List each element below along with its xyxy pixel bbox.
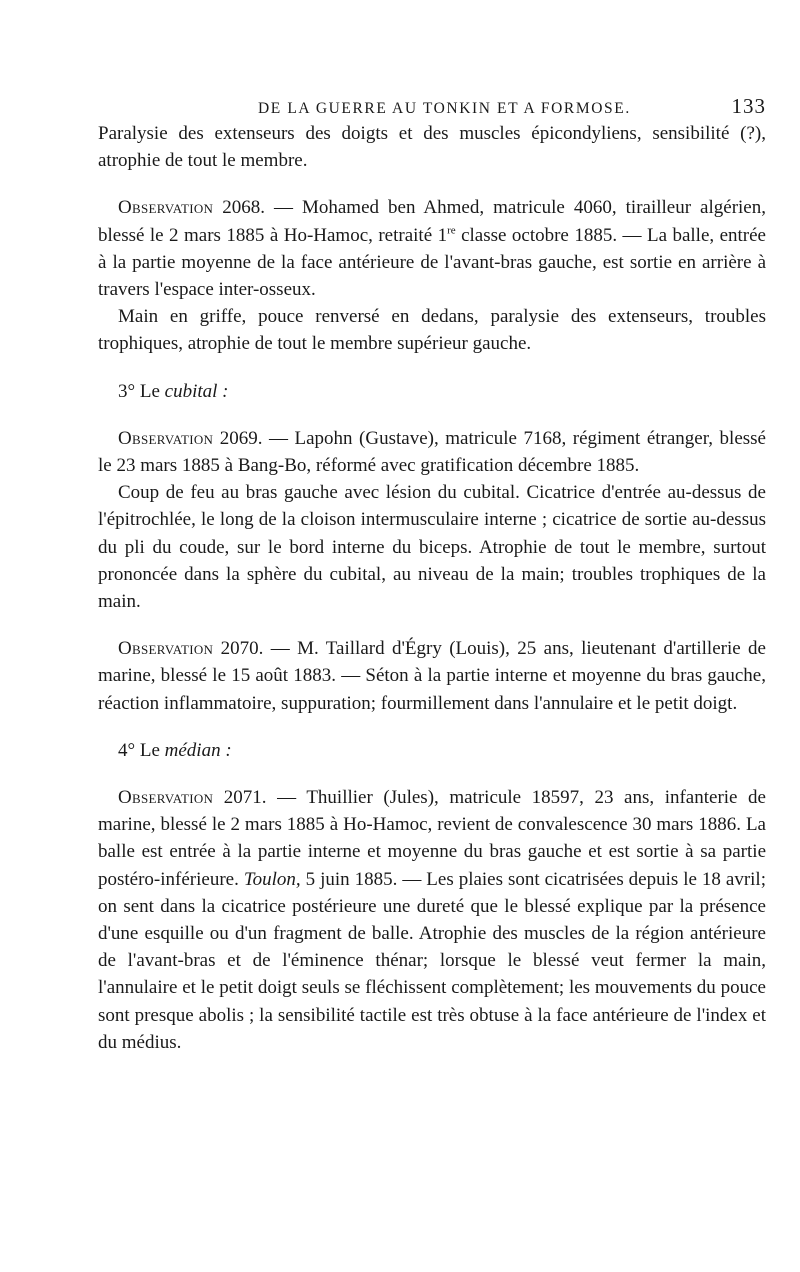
observation-text-cont: 5 juin 1885. — Les plaies sont cicatrisées depuis le 18 avril; on sent dans la cicatrice postérieure une dureté que le blessé explique par la présence d'une esquille ou d'un fragment de balle. Atrophie des muscles de la région antérieure de l'avant-bras et de l'éminence thénar; lorsque le blessé veut fermer la main, l'annulaire et le petit doigt seuls se fléchissent complètement; les mouvements du pouce sont presque abolis ; la sensibilité tactile est très obtuse à la face antérieure de l'index et du médius.: [98, 868, 766, 1053]
observation-text: 2069. — Lapohn (Gustave), matricule 7168, régiment étranger, blessé le 23 mars 1885 à Bang-Bo, réformé avec gratification décembre 1885.: [98, 427, 766, 477]
observation-text: 2068. — Mohamed ben Ahmed, matricule 4060, tirailleur algérien, blessé le 2 mars 1885 à Ho-Hamoc, retraité 1: [98, 197, 766, 246]
observation-text: 2070. — M. Taillard d'Égry (Louis), 25 ans, lieutenant d'artillerie de marine, blessé le 15 août 1883. — Séton à la partie interne et moyenne du bras gauche, réaction inflammatoire, suppuration; fourmillement dans l'annulaire et le petit doigt.: [98, 638, 766, 714]
observation-label: Observation: [118, 197, 214, 219]
observation-2069: [98, 425, 766, 479]
section-title: médian :: [164, 739, 232, 761]
section-number: 3° Le: [118, 380, 165, 402]
observation-label: Observation: [118, 787, 214, 809]
page-body: [98, 120, 766, 1056]
observation-text-cont: classe octobre 1885. — La balle, entrée à la partie moyenne de la face antérieure de l'avant-bras gauche, est sortie en arrière à travers l'espace inter-osseux.: [98, 224, 766, 301]
observation-2071: [98, 784, 766, 1056]
page-number: 133: [731, 94, 766, 118]
observation-text: 2071. — Thuillier (Jules), matricule 18597, 23 ans, infanterie de marine, blessé le 2 mars 1885 à Ho-Hamoc, revient de convalescence 30 mars 1886. La balle est entrée à la partie interne et moyenne du bras gauche et est sortie à sa partie postéro-inférieure.: [98, 787, 766, 890]
section-number: 4° Le: [118, 739, 165, 761]
observation-2068-detail: Main en griffe, pouce renversé en dedans, paralysie des extenseurs, troubles trophiques, atrophie de tout le membre supérieur gauche.: [98, 306, 766, 355]
observation-2070: [98, 635, 766, 717]
observation-2068: [98, 194, 766, 303]
section-title: cubital :: [164, 380, 229, 402]
ordinal-superscript: re: [447, 224, 456, 237]
place-name: Toulon,: [243, 868, 301, 890]
section-heading-median: [98, 737, 766, 764]
running-header: [258, 94, 766, 119]
observation-label: Observation: [118, 638, 214, 660]
observation-2069-detail: Coup de feu au bras gauche avec lésion du cubital. Cicatrice d'entrée au-dessus de l'épitrochlée, le long de la cloison intermusculaire interne ; cicatrice de sortie au-dessus du pli du coude, sur le bord interne du biceps. Atrophie de tout le membre, surtout prononcée dans la sphère du cubital, au niveau de la main; troubles trophiques de la main.: [98, 482, 766, 613]
section-heading-cubital: [98, 378, 766, 405]
paragraph-radial-continuation: Paralysie des extenseurs des doigts et des muscles épicondyliens, sensibilité (?), atrophie de tout le membre.: [98, 123, 766, 172]
running-title: DE LA GUERRE AU TONKIN ET A FORMOSE.: [258, 100, 631, 117]
observation-label: Observation: [118, 427, 214, 449]
